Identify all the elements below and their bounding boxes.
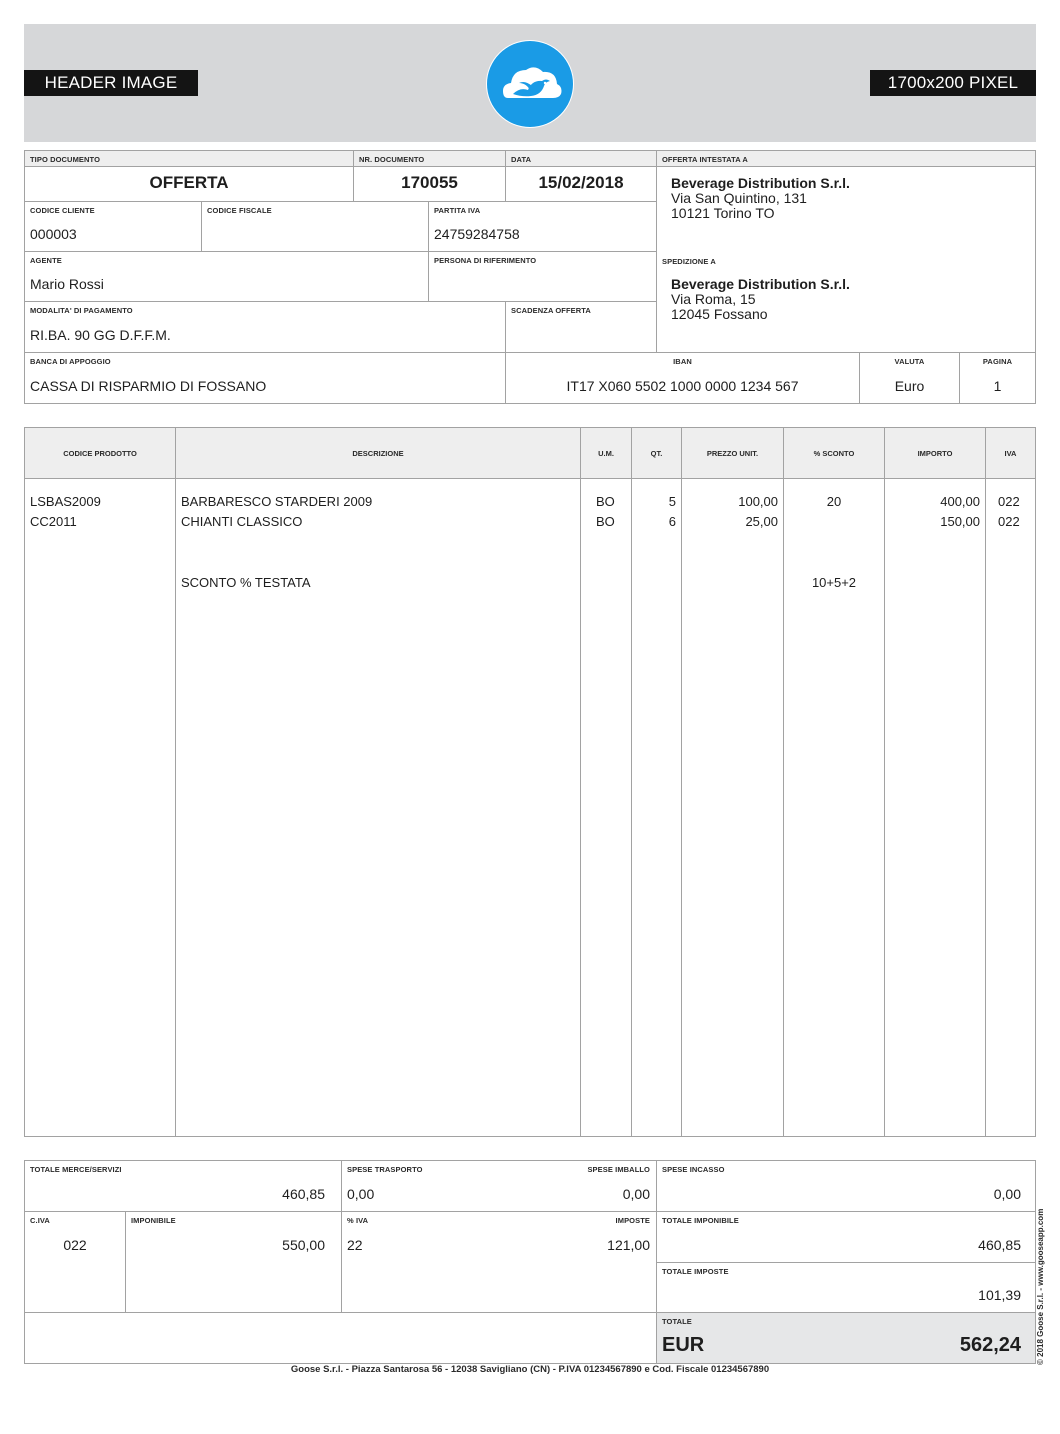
row-description: CHIANTI CLASSICO — [181, 514, 303, 529]
billing-street: Via San Quintino, 131 — [671, 190, 807, 206]
grand-total-label: TOTALE — [662, 1317, 692, 1326]
divider — [657, 352, 1035, 353]
column-divider — [985, 428, 986, 1136]
page-label: PAGINA — [982, 357, 1013, 366]
transport-cost-value: 0,00 — [347, 1186, 375, 1202]
client-code-label: CODICE CLIENTE — [30, 206, 95, 215]
total-taxable-cell — [657, 1212, 1035, 1263]
column-divider — [580, 428, 581, 1136]
column-header-vat: IVA — [1004, 449, 1017, 458]
iban-cell — [506, 353, 860, 403]
row-quantity: 5 — [668, 494, 676, 509]
reference-person-label: PERSONA DI RIFERIMENTO — [434, 256, 537, 265]
vat-percent-value: 22 — [347, 1237, 363, 1253]
header-discount-row — [25, 575, 1035, 595]
billing-name: Beverage Distribution S.r.l. — [671, 175, 850, 191]
billing-address-label: OFFERTA INTESTATA A — [662, 155, 748, 164]
vat-percent-label: % IVA — [347, 1216, 369, 1225]
column-header-unit: U.M. — [598, 449, 614, 458]
reference-person-cell — [429, 252, 657, 302]
agent-cell — [25, 252, 429, 302]
packing-cost-value: 0,00 — [622, 1186, 650, 1202]
cloud-bird-logo-icon — [486, 40, 574, 128]
payment-method-cell — [25, 302, 506, 353]
company-footer: Goose S.r.l. - Piazza Santarosa 56 - 12038 Savigliano (CN) - P.IVA 01234567890 e Cod. Fiscale 01234567890 — [290, 1364, 770, 1375]
row-description: BARBARESCO STARDERI 2009 — [181, 494, 373, 509]
iban-value: IT17 X060 5502 1000 0000 1234 567 — [566, 378, 799, 394]
document-date-value: 15/02/2018 — [538, 173, 624, 192]
column-header-description: DESCRIZIONE — [352, 449, 404, 458]
grand-total-cell — [657, 1313, 1035, 1363]
taxes-label: IMPOSTE — [615, 1216, 650, 1225]
total-taxes-value: 101,39 — [978, 1287, 1021, 1303]
shipping-address-block — [671, 277, 850, 322]
column-header-discount: % SCONTO — [813, 449, 855, 458]
document-number-cell — [354, 151, 506, 202]
agent-label: AGENTE — [30, 256, 62, 265]
shipping-address — [657, 252, 1035, 353]
row-unit: BO — [596, 514, 615, 529]
billing-city: 10121 Torino TO — [671, 205, 775, 221]
billing-address-block — [671, 176, 850, 221]
collection-cost-value: 0,00 — [993, 1186, 1021, 1202]
row-code: CC2011 — [30, 514, 77, 529]
header-discount-description: SCONTO % TESTATA — [181, 575, 311, 590]
iban-label: IBAN — [673, 357, 692, 366]
totals-box — [24, 1160, 1036, 1364]
total-taxes-cell — [657, 1263, 1035, 1313]
column-header-unit-price: PREZZO UNIT. — [706, 449, 759, 458]
offer-expiry-label: SCADENZA OFFERTA — [511, 306, 591, 315]
row-vat: 022 — [998, 494, 1020, 509]
row-amount: 400,00 — [940, 494, 980, 509]
column-header-quantity: QT. — [650, 449, 663, 458]
row-unit: BO — [596, 494, 615, 509]
column-divider — [631, 428, 632, 1136]
client-code-value: 000003 — [30, 226, 77, 242]
payment-method-label: MODALITA' DI PAGAMENTO — [30, 306, 133, 315]
offer-expiry-cell — [506, 302, 657, 353]
goods-total-value: 460,85 — [282, 1186, 325, 1202]
document-date-label: DATA — [511, 155, 532, 164]
billing-address — [657, 151, 1035, 252]
page-cell — [960, 353, 1035, 403]
document-date-cell — [506, 151, 657, 202]
total-taxable-value: 460,85 — [978, 1237, 1021, 1253]
vat-number-cell — [429, 202, 657, 252]
currency-label: VALUTA — [894, 357, 925, 366]
totals-spacer — [25, 1313, 657, 1363]
currency-cell — [860, 353, 960, 403]
table-row — [25, 514, 1035, 534]
row-unit-price: 100,00 — [738, 494, 778, 509]
row-code: LSBAS2009 — [30, 494, 101, 509]
document-type-cell — [25, 151, 354, 202]
column-header-code: CODICE PRODOTTO — [63, 449, 137, 458]
items-table — [24, 427, 1036, 1137]
currency-value: Euro — [894, 378, 925, 394]
shipping-street: Via Roma, 15 — [671, 291, 756, 307]
document-header — [24, 150, 1036, 404]
grand-total-currency: EUR — [662, 1334, 705, 1356]
vat-percent-cell — [342, 1212, 657, 1313]
document-number-label: NR. DOCUMENTO — [359, 155, 425, 164]
vat-code-value: 022 — [63, 1237, 87, 1253]
row-amount: 150,00 — [940, 514, 980, 529]
column-header-amount: IMPORTO — [917, 449, 953, 458]
page-value: 1 — [993, 378, 1002, 394]
total-taxes-label: TOTALE IMPOSTE — [662, 1267, 729, 1276]
vat-number-value: 24759284758 — [434, 226, 520, 242]
column-divider — [884, 428, 885, 1136]
goods-total-cell — [25, 1161, 342, 1212]
column-divider — [783, 428, 784, 1136]
bank-label: BANCA DI APPOGGIO — [30, 357, 111, 366]
column-divider — [175, 428, 176, 1136]
vat-code-cell — [25, 1212, 126, 1313]
collection-cost-label: SPESE INCASSO — [662, 1165, 725, 1174]
shipping-address-label: SPEDIZIONE A — [662, 257, 716, 266]
taxable-amount-cell — [126, 1212, 342, 1313]
fiscal-code-cell — [202, 202, 429, 252]
column-divider — [681, 428, 682, 1136]
document-type-label: TIPO DOCUMENTO — [30, 155, 101, 164]
fiscal-code-label: CODICE FISCALE — [207, 206, 272, 215]
payment-method-value: RI.BA. 90 GG D.F.F.M. — [30, 327, 171, 343]
header-discount-value: 10+5+2 — [811, 575, 857, 590]
transport-cost-label: SPESE TRASPORTO — [347, 1165, 423, 1174]
goods-total-label: TOTALE MERCE/SERVIZI — [30, 1165, 122, 1174]
vat-code-label: C.IVA — [30, 1216, 50, 1225]
packing-cost-label: SPESE IMBALLO — [587, 1165, 650, 1174]
document-number-value: 170055 — [401, 173, 458, 192]
taxable-amount-label: IMPONIBILE — [131, 1216, 176, 1225]
divider — [656, 151, 657, 353]
taxable-amount-value: 550,00 — [282, 1237, 325, 1253]
collection-cost-cell — [657, 1161, 1035, 1212]
header-image-label: HEADER IMAGE — [24, 70, 198, 96]
header-image-size-label: 1700x200 PIXEL — [870, 70, 1036, 96]
document-type-value: OFFERTA — [149, 173, 229, 192]
row-quantity: 6 — [668, 514, 676, 529]
bank-cell — [25, 353, 506, 403]
row-unit-price: 25,00 — [745, 514, 778, 529]
client-code-cell — [25, 202, 202, 252]
taxes-value: 121,00 — [607, 1237, 650, 1253]
grand-total-value: 562,24 — [959, 1334, 1021, 1356]
vat-number-label: PARTITA IVA — [434, 206, 481, 215]
header-image-placeholder — [24, 24, 1036, 142]
total-taxable-label: TOTALE IMPONIBILE — [662, 1216, 739, 1225]
row-discount: 20 — [826, 494, 842, 509]
shipping-city: 12045 Fossano — [671, 306, 768, 322]
copyright-note: © 2018 Goose S.r.l. - www.gooseapp.com — [1036, 1208, 1045, 1365]
shipping-name: Beverage Distribution S.r.l. — [671, 276, 850, 292]
bank-value: CASSA DI RISPARMIO DI FOSSANO — [30, 378, 267, 394]
agent-value: Mario Rossi — [30, 276, 104, 292]
row-vat: 022 — [998, 514, 1020, 529]
table-row — [25, 494, 1035, 514]
transport-packing-cell — [342, 1161, 657, 1212]
